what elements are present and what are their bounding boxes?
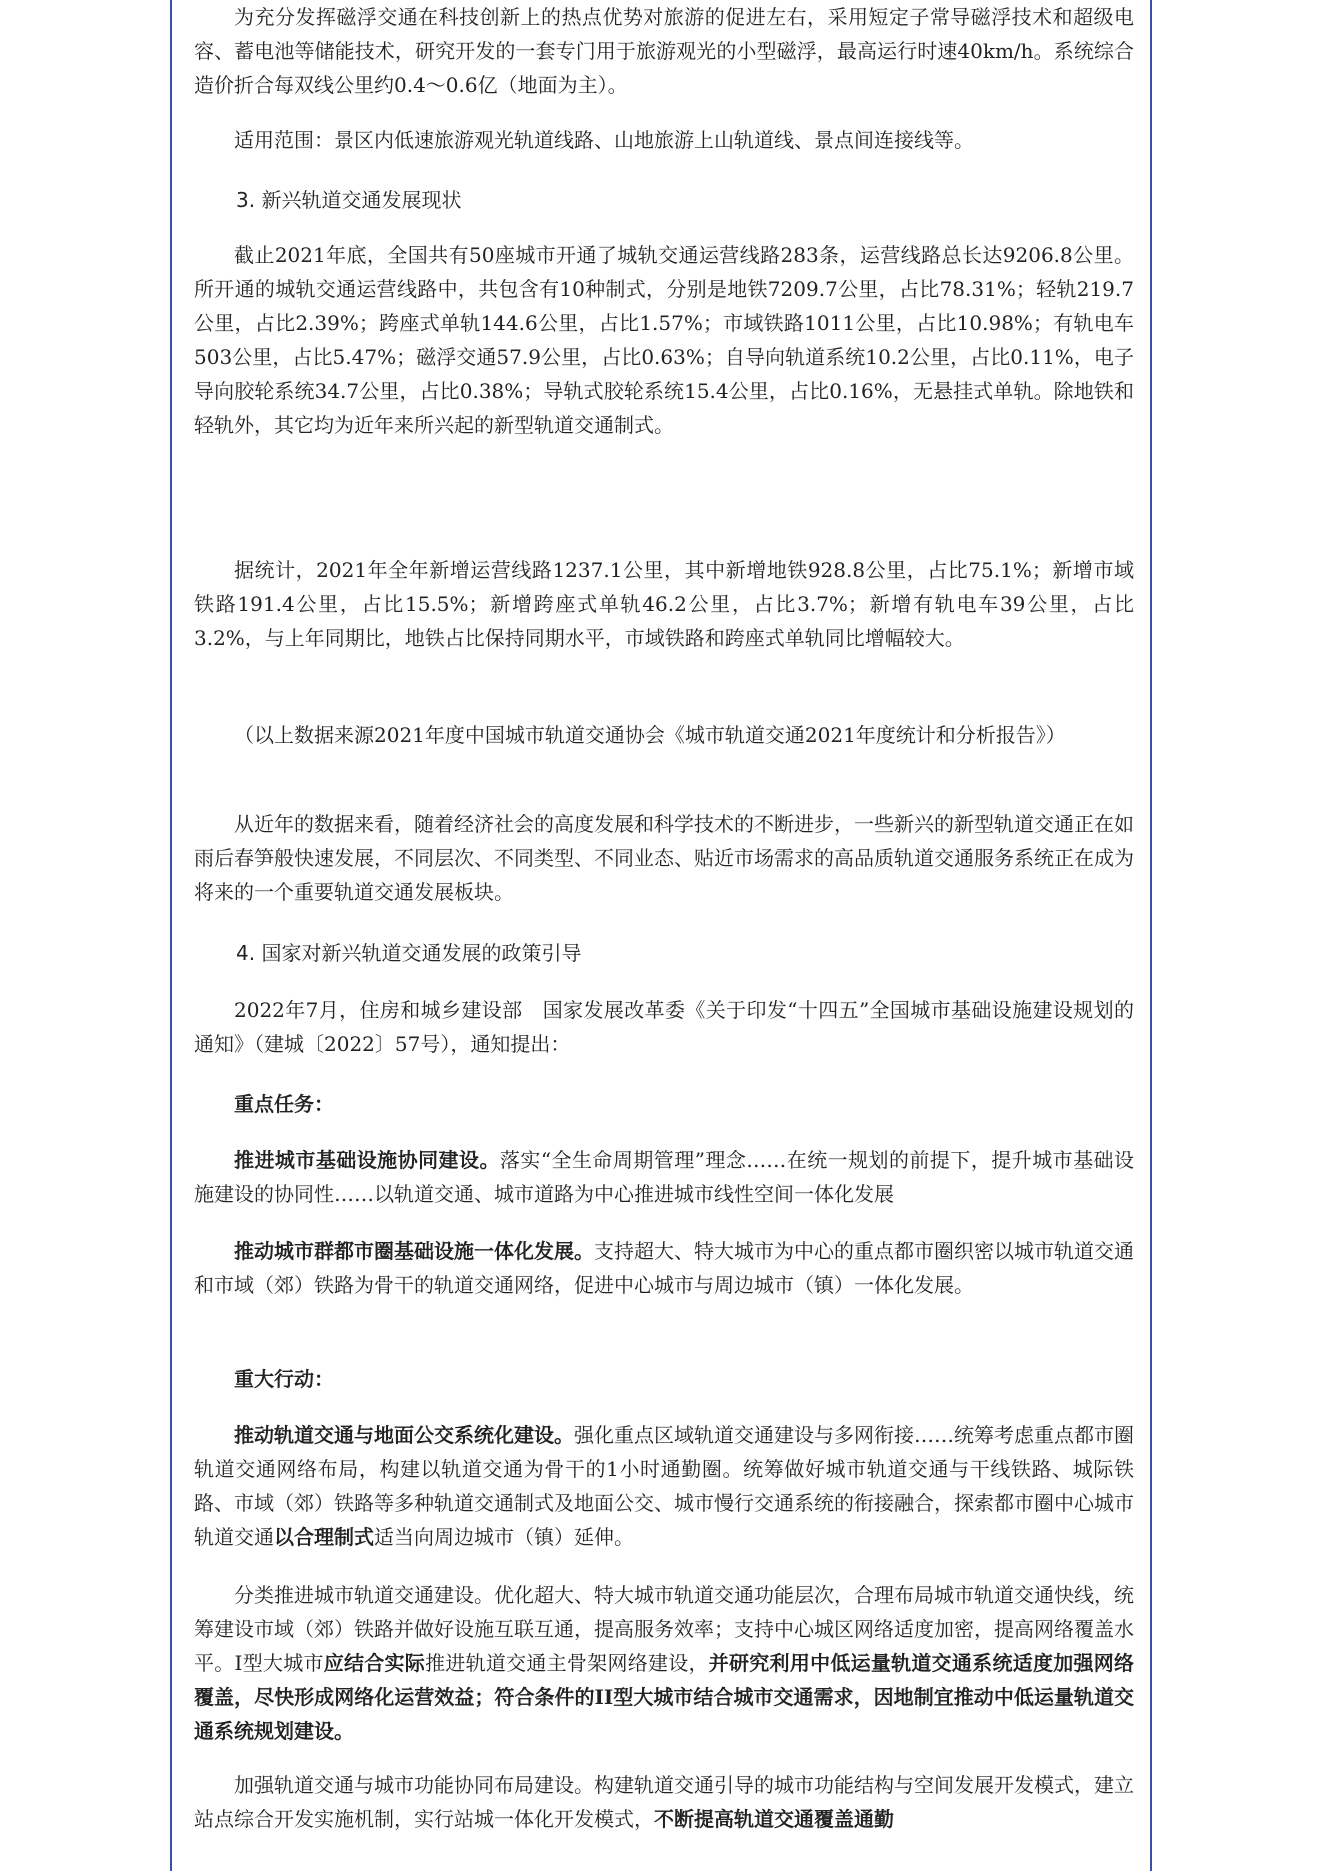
task1-paragraph xyxy=(194,1143,1134,1211)
action1-paragraph xyxy=(194,1418,1134,1554)
scope-paragraph: 适用范围：景区内低速旅游观光轨道线路、山地旅游上山轨道线、景点间连接线等。 xyxy=(234,128,974,152)
action1-lead: 推动轨道交通与地面公交系统化建设。 xyxy=(234,1423,574,1447)
stats-paragraph: 据统计，2021年全年新增运营线路1237.1公里，其中新增地铁928.8公里，占比75.1%；新增市域铁路191.4公里，占比15.5%；新增跨座式单轨46.2公里，占比3.7%；新增有轨电车39公里，占比3.2%，与上年同期比，地铁占比保持同期水平，市域铁路和跨座式单轨同比增幅较大。 xyxy=(194,558,1134,650)
task2-text: 支持超大、特大城市为中心的重点都市圈织密以城市轨道交通和市域（郊）铁路为骨干的轨道交通网络，促进中心城市与周边城市（镇）一体化发展。 xyxy=(194,1239,1134,1297)
section-heading-4: 4. 国家对新兴轨道交通发展的政策引导 xyxy=(236,941,582,965)
action3-paragraph xyxy=(194,1768,1134,1836)
status-paragraph: 截止2021年底，全国共有50座城市开通了城轨交通运营线路283条，运营线路总长达9206.8公里。所开通的城轨交通运营线路中，共包含有10种制式，分别是地铁7209.7公里，占比78.31%；轻轨219.7公里，占比2.39%；跨座式单轨144.6公里，占比1.57%；市域铁路1011公里，占比10.98%；有轨电车503公里，占比5.47%；磁浮交通57.9公里，占比0.63%；自导向轨道系统10.2公里，占比0.11%，电子导向胶轮系统34.7公里，占比0.38%；导轨式胶轮系统15.4公里，占比0.16%，无悬挂式单轨。除地铁和轻轨外，其它均为近年来所兴起的新型轨道交通制式。 xyxy=(194,243,1134,437)
action3-text: 加强轨道交通与城市功能协同布局建设。构建轨道交通引导的城市功能结构与空间发展开发模式，建立站点综合开发实施机制，实行站城一体化开发模式， xyxy=(194,1773,1134,1831)
task2-paragraph xyxy=(194,1234,1134,1302)
action3-bold: 不断提高轨道交通覆盖通勤 xyxy=(654,1807,894,1831)
policy-paragraph: 2022年7月，住房和城乡建设部 国家发展改革委《关于印发“十四五”全国城市基础设施建设规划的通知》（建城〔2022〕57号），通知提出： xyxy=(194,998,1134,1056)
task1-lead: 推进城市基础设施协同建设。 xyxy=(234,1148,500,1172)
task1-text: 落实“全生命周期管理”理念……在统一规划的前提下，提升城市基础设施建设的协同性……以轨道交通、城市道路为中心推进城市线性空间一体化发展 xyxy=(194,1148,1135,1206)
action2-text-b: 推进轨道交通主骨架网络建设， xyxy=(425,1651,709,1675)
task2-lead: 推动城市群都市圈基础设施一体化发展。 xyxy=(234,1239,594,1263)
maglev-paragraph: 为充分发挥磁浮交通在科技创新上的热点优势对旅游的促进左右，采用短定子常导磁浮技术和超级电容、蓄电池等储能技术，研究开发的一套专门用于旅游观光的小型磁浮，最高运行时速40km/h。系统综合造价折合每双线公里约0.4～0.6亿（地面为主）。 xyxy=(194,5,1134,97)
action2-bold-a: 应结合实际 xyxy=(323,1651,426,1675)
action1-bold: 以合理制式 xyxy=(274,1525,374,1549)
key-tasks-label: 重点任务： xyxy=(234,1092,334,1116)
action1-text-b: 适当向周边城市（镇）延伸。 xyxy=(374,1525,634,1549)
trend-paragraph: 从近年的数据来看，随着经济社会的高度发展和科学技术的不断进步，一些新兴的新型轨道交通正在如雨后春笋般快速发展，不同层次、不同类型、不同业态、贴近市场需求的高品质轨道交通服务系统正在成为将来的一个重要轨道交通发展板块。 xyxy=(194,812,1134,904)
source-paragraph: （以上数据来源2021年度中国城市轨道交通协会《城市轨道交通2021年度统计和分析报告》） xyxy=(234,723,1066,747)
major-actions-label: 重大行动： xyxy=(234,1367,334,1391)
action2-text-a: 分类推进城市轨道交通建设。优化超大、特大城市轨道交通功能层次，合理布局城市轨道交通快线，统筹建设市域（郊）铁路并做好设施互联互通，提高服务效率；支持中心城区网络适度加密，提高网络覆盖水平。I型大城市 xyxy=(194,1583,1134,1675)
section-heading-3: 3. 新兴轨道交通发展现状 xyxy=(236,188,462,212)
action2-bold-b: 并研究利用中低运量轨道交通系统适度加强网络覆盖，尽快形成网络化运营效益；符合条件的II型大城市结合城市交通需求，因地制宜推动中低运量轨道交通系统规划建设。 xyxy=(194,1651,1135,1743)
action1-text-a: 强化重点区域轨道交通建设与多网衔接……统筹考虑重点都市圈轨道交通网络布局，构建以轨道交通为骨干的1小时通勤圈。统筹做好城市轨道交通与干线铁路、城际铁路、市域（郊）铁路等多种轨道交通制式及地面公交、城市慢行交通系统的衔接融合，探索都市圈中心城市轨道交通 xyxy=(194,1423,1134,1549)
action2-paragraph xyxy=(194,1578,1134,1748)
